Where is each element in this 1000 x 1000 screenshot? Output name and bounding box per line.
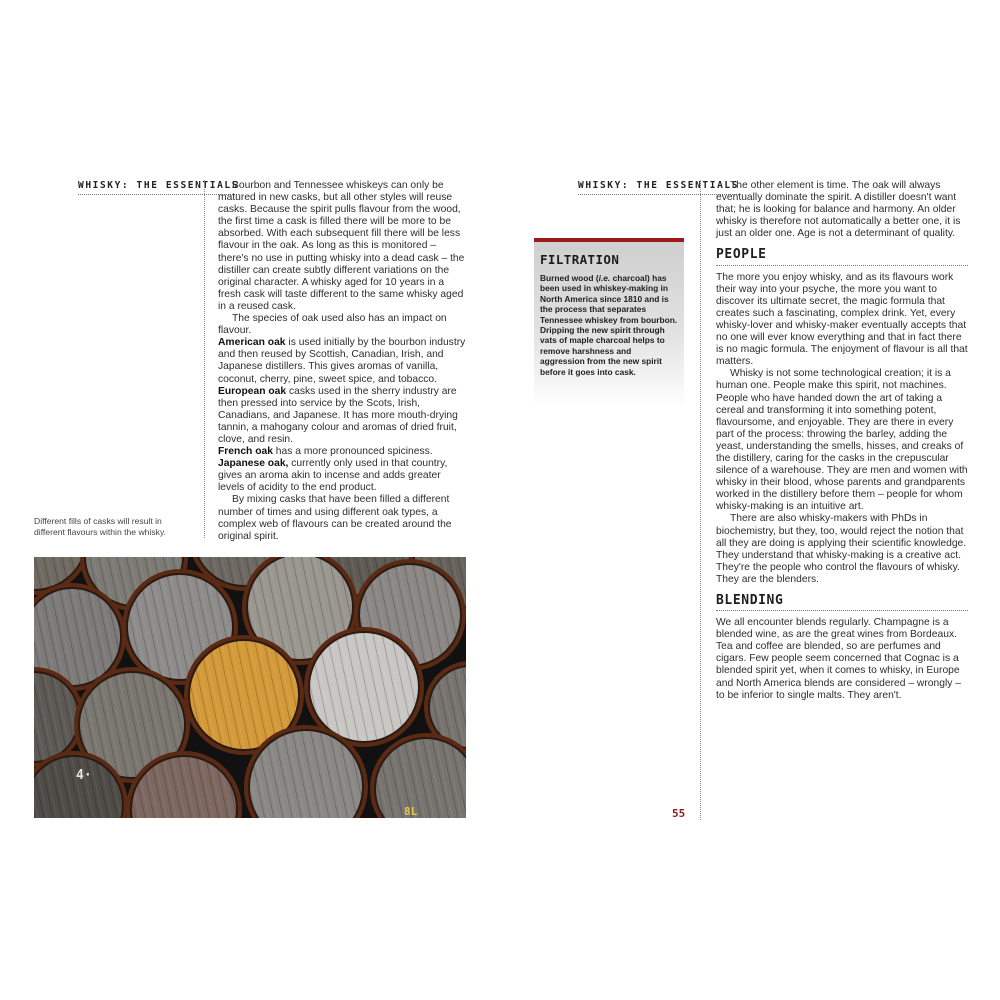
photo-caption: Different fills of casks will result in different flavours within the whisky. — [34, 516, 166, 537]
column-rule-left — [204, 180, 205, 538]
oak-description: has a more pronounced spiciness. — [272, 446, 433, 458]
oak-french — [218, 446, 468, 458]
sidebar-text: charcoal) has been used in whiskey-making in North America since 1810 and is the process that separates Tennessee whiskey from bourbon. Dripping the new spirit through vats of maple charcoal helps to remove harshness and aggression from the new spirit before it goes into cask. — [540, 273, 678, 377]
page-number: 55 — [672, 807, 686, 820]
filtration-sidebar — [534, 238, 684, 408]
oak-european — [218, 386, 468, 446]
oak-description: currently only used in that country, gives an aroma akin to incense and adds greater levels of acidity to the end product. — [218, 458, 448, 494]
paragraph: By mixing casks that have been filled a different number of times and using different oak types, a complex web of flavours can be created around the original spirit. — [218, 494, 452, 542]
oak-description: casks used in the sherry industry are then pressed into service by the Scots, Irish, Canadians, and Japanese. It has more mouth-drying tannin, a mahogany colour and aromas of dried fruit, clove, and resin. — [218, 385, 458, 445]
sidebar-text: Burned wood ( — [540, 273, 599, 283]
paragraph: The other element is time. The oak will always eventually dominate the spirit. A distiller doesn't want that; he is looking for balance and harmony. An older whisky is therefore not automatically a better one, it is just an older one. Age is not a determinant of quality. — [716, 180, 961, 240]
paragraph: The species of oak used also has an impact on flavour. — [218, 313, 447, 337]
oak-description: is used initially by the bourbon industry and then reused by Scottish, Canadian, Irish, and Japanese distillers. This gives aromas of vanilla, coconut, cherry, pine, sweet spice, and tobacco. — [218, 337, 466, 385]
oak-name: American oak — [218, 337, 286, 349]
paragraph: There are also whisky-makers with PhDs in biochemistry, but they, too, would reject the notion that all they are doing is applying their scientific knowledge. They understand that whisky-making is a creative act. They're the people who control the flavours of whisky. They are the blenders. — [716, 513, 967, 585]
paragraph: Bourbon and Tennessee whiskeys can only be matured in new casks, but all other styles will reuse casks. Because the spirit pulls flavour from the wood, the first time a cask is filled there will be more to be absorbed. With each subsequent fill there will be less flavour in the oak. As long as this is monitored – there's no use in putting whisky into a dead cask – the distiller can create subtly different variations on the original character. A whisky aged for 10 years in a fresh cask will taste different to the same whisky aged in a reused cask. — [218, 180, 465, 312]
column-rule-right — [700, 180, 701, 820]
running-head-right: WHISKY: THE ESSENTIALS — [578, 180, 739, 195]
cask-stencil-label: 8L — [404, 805, 418, 818]
cask-grain — [310, 633, 418, 741]
sidebar-text-italic: i.e. — [598, 273, 611, 283]
paragraph: The more you enjoy whisky, and as its flavours work their way into your psyche, the more you want to discover its ultimate secret, the magic formula that creates such a fascinating, complex drink. Yet, every whisky-lover and whisky-maker eventually accepts that no one will ever know everything and that in fact there is no magic formula. The enjoyment of flavour is all that matters. — [716, 271, 968, 368]
heading-blending: BLENDING — [716, 595, 968, 611]
paragraph: Whisky is not some technological creation; it is a human one. People make this spirit, not machines. People who have handed down the art of taking a cereal and transforming it into something potent, flavoursome, and enjoyable. They are there in every part of the process: throwing the barley, adding the yeast, understanding the smells, hisses, and creaks of the distillery, caring for the casks in the crepuscular silence of a warehouse. They are men and women with whisky in their blood, whose parents and grandparents worked in the distillery before them – people for whom whisky-making is an intuitive art. — [716, 368, 968, 513]
sidebar-body — [540, 273, 678, 377]
oak-name: French oak — [218, 446, 273, 458]
heading-people: PEOPLE — [716, 249, 968, 265]
paragraph: We all encounter blends regularly. Champagne is a blended wine, as are the great wines from Bordeaux. Tea and coffee are blended, so are perfumes and cigars. Few people seem concerned that Cognac is a blended spirit yet, when it comes to whisky, in Europe and North America blends are considered – wrongly – to be inferior to single malts. They aren't. — [716, 617, 961, 701]
oak-american — [218, 337, 468, 385]
cask-group — [34, 557, 466, 818]
right-page-body — [716, 180, 968, 702]
cask-photo — [34, 557, 466, 818]
oak-name: Japanese oak, — [218, 458, 289, 470]
cask-ends-illustration — [34, 557, 466, 818]
cask-chalk-label: 4· — [76, 768, 92, 783]
running-head-left: WHISKY: THE ESSENTIALS — [78, 180, 239, 195]
oak-japanese — [218, 458, 468, 494]
sidebar-title: FILTRATION — [540, 252, 620, 267]
left-page-body — [218, 180, 468, 543]
oak-name: European oak — [218, 385, 287, 397]
